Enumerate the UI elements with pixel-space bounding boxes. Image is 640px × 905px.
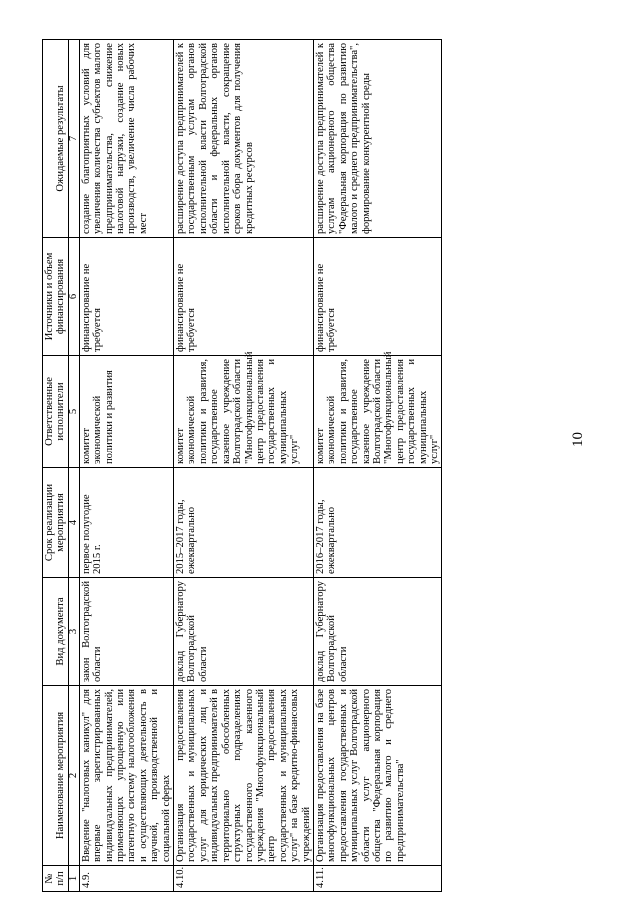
column-number: 1: [68, 866, 79, 892]
column-number: 7: [68, 40, 79, 238]
expected-results: расширение доступа предпринимателей к государственным услугам органов исполнительной власти Волгоградской области и федеральных органов исполнительной власти, сокращение сроков сбора документов для получения кредитных ресурсов: [174, 40, 314, 238]
document-type: закон Волгоградской области: [79, 578, 173, 686]
implementation-term: 2016–2017 годы, ежеквартально: [313, 468, 441, 578]
responsible-executors: комитет экономической политики и развития: [79, 356, 173, 468]
implementation-term: 2015–2017 годы, ежеквартально: [174, 468, 314, 578]
header-name: Наименование мероприятия: [43, 686, 69, 866]
rotated-table-sheet: [42, 40, 607, 892]
measure-name: Организация предоставления на базе многофункциональных центров предоставления государственных и муниципальных услуг Волгоградской области услуг акционерного общества "Федеральная корпорация по развитию малого и среднего предпринимательства": [313, 686, 441, 866]
column-number: 5: [68, 356, 79, 468]
row-number: 4.9.: [79, 866, 173, 892]
document-type: доклад Губернатору Волгоградской области: [174, 578, 314, 686]
column-number: 2: [68, 686, 79, 866]
column-number: 6: [68, 238, 79, 356]
expected-results: расширение доступа предпринимателей к услугам акционерного общества "Федеральная корпорация по развитию малого и среднего предпринимательства", формирование конкурентной среды: [313, 40, 441, 238]
header-executors: Ответственные исполнители: [43, 356, 69, 468]
funding-source: финансирование не требуется: [313, 238, 441, 356]
header-num: № п/п: [43, 866, 69, 892]
row-number: 4.10.: [174, 866, 314, 892]
table-row: [313, 40, 441, 892]
responsible-executors: комитет экономической политики и развития, государственное казенное учреждение Волгоградской области "Многофункциональный центр предоставления государственных и муниципальных услуг": [174, 356, 314, 468]
header-doc: Вид документа: [43, 578, 69, 686]
document-type: доклад Губернатору Волгоградской области: [313, 578, 441, 686]
column-number: 4: [68, 468, 79, 578]
expected-results: создание благоприятных условий для увеличения количества субъектов малого предпринимательства, снижение налоговой нагрузки, создание новых производств, увеличение числа рабочих мест: [79, 40, 173, 238]
measure-name: Введение "налоговых каникул" для впервые зарегистрированных индивидуальных предпринимателей, применяющих упрощенную или патентную систему налогообложения и осуществляющих деятельность в научной, производственной и социальной сферах: [79, 686, 173, 866]
table-row: [79, 40, 173, 892]
page-number: 10: [570, 432, 586, 447]
header-term: Срок реализации мероприятия: [43, 468, 69, 578]
funding-source: финансирование не требуется: [174, 238, 314, 356]
measures-table: [42, 39, 442, 892]
responsible-executors: комитет экономической политики и развития, государственное казенное учреждение Волгоградской области "Многофункциональный центр предоставления государственных и муниципальных услуг": [313, 356, 441, 468]
implementation-term: первое полугодие 2015 г.: [79, 468, 173, 578]
header-funding: Источники и объем финансирования: [43, 238, 69, 356]
header-results: Ожидаемые результаты: [43, 40, 69, 238]
column-number-row: [68, 40, 79, 892]
measure-name: Организация предоставления государственных и муниципальных услуг для юридических лиц и индивидуальных предпринимателей в территориально обособленных структурных подразделениях государственного казенного учреждения "Многофункциональный центр предоставления государственных и муниципальных услуг" на базе кредитно-финансовых учреждений: [174, 686, 314, 866]
header-row: [43, 40, 69, 892]
table-row: [174, 40, 314, 892]
funding-source: финансирование не требуется: [79, 238, 173, 356]
column-number: 3: [68, 578, 79, 686]
row-number: 4.11.: [313, 866, 441, 892]
